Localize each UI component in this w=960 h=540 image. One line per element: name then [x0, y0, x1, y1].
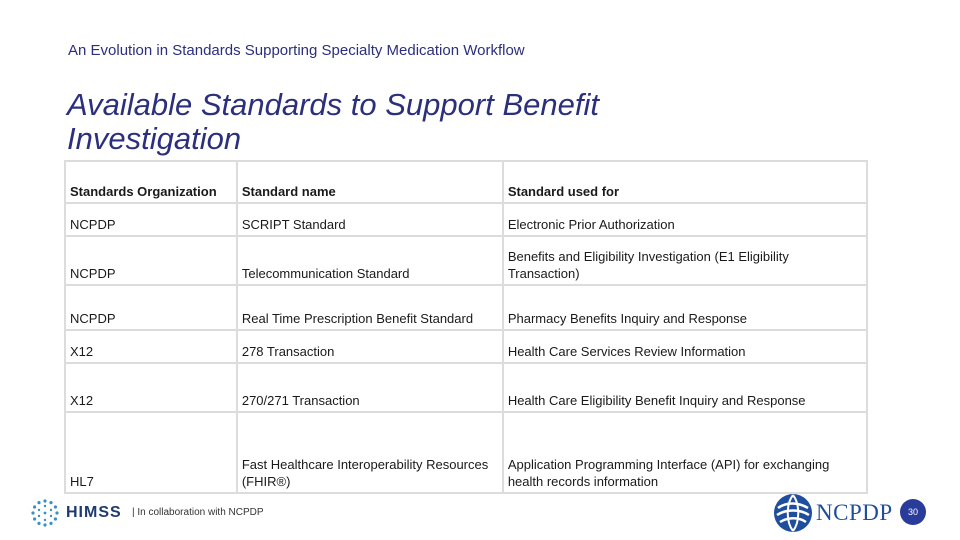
table-row	[65, 203, 867, 236]
cell-used-for: Benefits and Eligibility Investigation (E1 Eligibility Transaction)	[503, 236, 867, 285]
himss-logo	[30, 498, 122, 528]
slide-title: Available Standards to Support Benefit Investigation	[67, 87, 599, 156]
table-row	[65, 412, 867, 493]
table-header-row	[65, 161, 867, 203]
cell-organization: NCPDP	[65, 203, 237, 236]
header-standard-name: Standard name	[237, 161, 503, 203]
cell-standard-name: Real Time Prescription Benefit Standard	[237, 285, 503, 330]
himss-wordmark: HIMSS	[66, 504, 122, 521]
ncpdp-wordmark: NCPDP	[816, 500, 893, 525]
cell-organization: NCPDP	[65, 285, 237, 330]
cell-standard-name: Fast Healthcare Interoperability Resources (FHIR®)	[237, 412, 503, 493]
cell-standard-name: 278 Transaction	[237, 330, 503, 363]
cell-organization: X12	[65, 363, 237, 412]
cell-standard-name: Telecommunication Standard	[237, 236, 503, 285]
ncpdp-logo	[772, 492, 893, 534]
page-number-badge: 30	[900, 499, 926, 525]
cell-organization: HL7	[65, 412, 237, 493]
cell-used-for: Health Care Services Review Information	[503, 330, 867, 363]
table-row	[65, 330, 867, 363]
cell-organization: X12	[65, 330, 237, 363]
cell-used-for: Application Programming Interface (API) for exchanging health records information	[503, 412, 867, 493]
slide-supertitle: An Evolution in Standards Supporting Specialty Medication Workflow	[68, 42, 525, 59]
header-standard-used-for: Standard used for	[503, 161, 867, 203]
cell-used-for: Pharmacy Benefits Inquiry and Response	[503, 285, 867, 330]
header-standards-organization: Standards Organization	[65, 161, 237, 203]
cell-used-for: Health Care Eligibility Benefit Inquiry and Response	[503, 363, 867, 412]
table-row	[65, 285, 867, 330]
table-row	[65, 363, 867, 412]
standards-table	[64, 160, 868, 494]
table-row	[65, 236, 867, 285]
cell-standard-name: 270/271 Transaction	[237, 363, 503, 412]
himss-dot-circle-icon	[30, 498, 60, 528]
cell-used-for: Electronic Prior Authorization	[503, 203, 867, 236]
collaboration-text: | In collaboration with NCPDP	[132, 507, 264, 518]
cell-organization: NCPDP	[65, 236, 237, 285]
cell-standard-name: SCRIPT Standard	[237, 203, 503, 236]
ncpdp-globe-icon	[772, 492, 814, 534]
